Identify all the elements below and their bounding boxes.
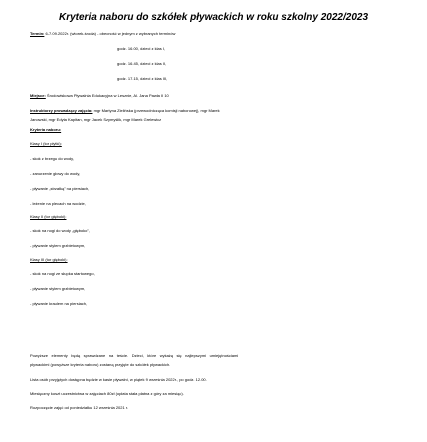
footer-lista: Lista osób przyjętych dostępna będzie w kasie pływalni, w piątek 9 września 2022r., po godz. 12.00. (30, 377, 207, 382)
termin-time-1: godz. 16.00, dzieci z klas I, (117, 46, 166, 51)
klasy-1-item: - leżenie na plecach na wodzie, (30, 201, 86, 206)
klasy-2-item: - pływanie stylem grzbietowym, (30, 243, 86, 248)
klasy-3-item: - pływanie stylem grzbietowym, (30, 286, 86, 291)
termin-label: Termin: (30, 31, 45, 36)
termin-time-3: godz. 17.15, dzieci z klas III, (117, 76, 168, 81)
footer-koszt: Miesięczny koszt uczestnictwa w zajęciach 80zł (opłata stała płatna z góry za miesiąc). (30, 391, 184, 396)
termin-row (30, 31, 175, 36)
klasy-1-item: - skok z brzegu do wody, (30, 156, 74, 161)
klasy-1-item: - zanurzenie głowy do wody, (30, 171, 81, 176)
kryteria-label: Kryteria naboru: (30, 127, 62, 132)
instruktorzy-label: Instruktorzy prowadzący zajęcia: (30, 108, 93, 113)
klasy-2-header: Klasy II (tor głęboki): (30, 214, 67, 219)
instruktorzy-line2: Janowski, mgr Edyta Kapitan, mgr Jacek Szymyślik, mgr Marek Grelewicz (30, 117, 162, 122)
footer-para1-line1: Powyższe elementy będą sprawdzane na teście. Dzieci, które wykażą się najlepszymi umiejętnościami (30, 353, 239, 358)
termin-text: 6-7.09.2022r. (wtorek-środa) - obecność w jednym z wybranych terminów (45, 31, 176, 36)
klasy-1-header: Klasy I (tor płytki): (30, 141, 62, 146)
miejsce-label: Miejsce: (30, 93, 46, 98)
klasy-3-header: Klasy III (tor głęboki): (30, 257, 68, 262)
instruktorzy-row (30, 108, 220, 113)
instruktorzy-line1: mgr Martyna Zielińska (przewodnicząca komisji naborowej), mgr Marek (93, 108, 220, 113)
footer-rozpoczecie: Rozpoczęcie zajęć od poniedziałku 12 września 2021 r. (30, 405, 129, 410)
klasy-3-item: - pływanie kraulem na piersiach, (30, 301, 88, 306)
klasy-1-item: - pływanie „strzałką” na piersiach, (30, 186, 90, 191)
miejsce-row (30, 93, 169, 98)
termin-time-2: godz. 16.45, dzieci z klas II, (117, 61, 167, 66)
footer-para1-line2: pływackimi (powyższe kryteria naboru) zostaną przyjęte do szkółek pływackich. (30, 362, 171, 367)
klasy-3-item: - skok na nogi ze słupka startowego, (30, 271, 95, 276)
document-title: Kryteria naboru do szkółek pływackich w roku szkolny 2022/2023 (58, 12, 369, 23)
miejsce-text: Środowiskowa Pływalnia Edukacyjna w Lesznie, Al. Jana Pawła II 10 (46, 93, 169, 98)
klasy-2-item: - skok na nogi do wody „głęboko”, (30, 228, 90, 233)
